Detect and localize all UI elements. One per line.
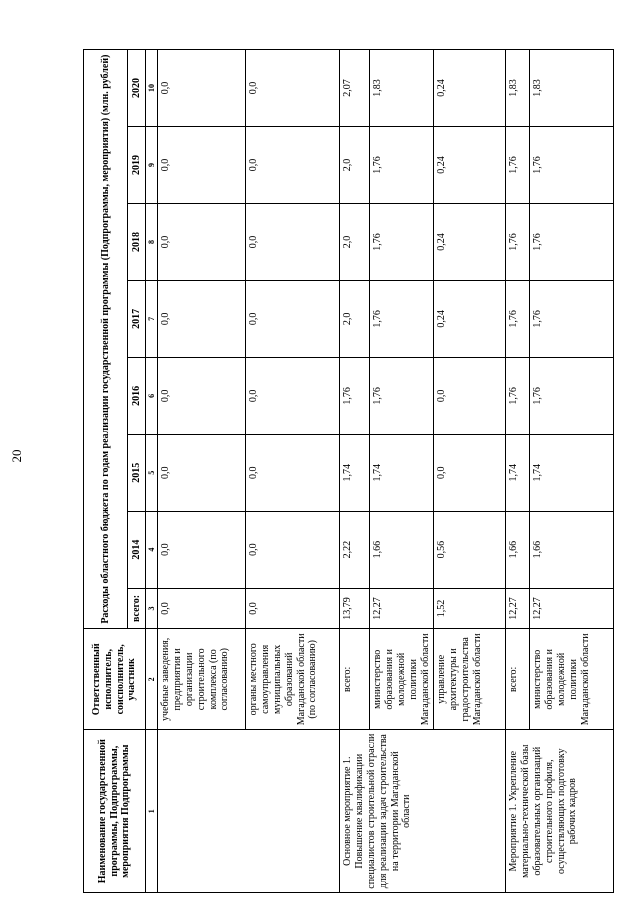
header-year: 2019 — [128, 127, 146, 204]
responsible-cell: всего: — [506, 629, 530, 730]
index-cell: 5 — [146, 434, 158, 511]
value-cell: 1,83 — [530, 50, 614, 127]
value-cell: 0,0 — [158, 127, 246, 204]
index-cell: 9 — [146, 127, 158, 204]
value-cell: 1,76 — [530, 280, 614, 357]
header-expenses: Расходы областного бюджета по годам реализации государственной программы (Подпрограммы, мероприятия) (млн. рублей) — [84, 50, 128, 629]
value-cell: 1,76 — [370, 357, 434, 434]
budget-table — [83, 49, 614, 893]
responsible-cell: управление архитектуры и градостроительства Магаданской области — [434, 629, 506, 730]
value-cell: 0,0 — [246, 588, 340, 629]
value-cell: 0,0 — [246, 127, 340, 204]
index-cell: 10 — [146, 50, 158, 127]
responsible-cell: учебные заведения, предприятия и организации строительного комплекса (по согласованию) — [158, 629, 246, 730]
value-cell: 2,22 — [340, 511, 370, 588]
value-cell: 1,76 — [530, 357, 614, 434]
value-cell: 0,0 — [246, 280, 340, 357]
value-cell: 0,0 — [158, 204, 246, 281]
program-name-cell: Мероприятие 1. Укрепление материально-технической базы образовательных организаций строительного профиля, осуществляющих подготовку рабочих кадров — [506, 730, 614, 893]
value-cell: 1,52 — [434, 588, 506, 629]
value-cell: 1,76 — [506, 204, 530, 281]
page-number-strip — [0, 0, 26, 905]
value-cell: 12,27 — [370, 588, 434, 629]
index-cell: 6 — [146, 357, 158, 434]
value-cell: 0,24 — [434, 280, 506, 357]
value-cell: 1,74 — [530, 434, 614, 511]
header-year: 2014 — [128, 511, 146, 588]
value-cell: 1,76 — [340, 357, 370, 434]
responsible-cell: министерство образования и молодежной политики Магаданской области — [370, 629, 434, 730]
header-total: всего: — [128, 588, 146, 629]
value-cell: 1,76 — [370, 127, 434, 204]
header-year: 2015 — [128, 434, 146, 511]
header-responsible: Ответственный исполнитель, соисполнитель, участник — [84, 629, 146, 730]
index-cell: 8 — [146, 204, 158, 281]
program-name-cell: Основное мероприятие 1. Повышение квалификации специалистов строительной отрасли для реализации задач строительства на территории Магаданской области — [340, 730, 506, 893]
header-year: 2017 — [128, 280, 146, 357]
responsible-cell: всего: — [340, 629, 370, 730]
value-cell: 0,0 — [158, 511, 246, 588]
value-cell: 0,24 — [434, 127, 506, 204]
header-year: 2018 — [128, 204, 146, 281]
table-row — [340, 50, 370, 893]
value-cell: 1,76 — [370, 280, 434, 357]
value-cell: 2,0 — [340, 204, 370, 281]
index-cell: 4 — [146, 511, 158, 588]
value-cell: 2,0 — [340, 127, 370, 204]
value-cell: 1,76 — [506, 280, 530, 357]
value-cell: 1,83 — [370, 50, 434, 127]
page-number: 20 — [9, 449, 24, 463]
value-cell: 13,79 — [340, 588, 370, 629]
value-cell: 1,66 — [370, 511, 434, 588]
value-cell: 0,0 — [158, 588, 246, 629]
index-cell: 2 — [146, 629, 158, 730]
value-cell: 0,0 — [246, 50, 340, 127]
value-cell: 1,66 — [506, 511, 530, 588]
value-cell: 0,24 — [434, 50, 506, 127]
header-year: 2020 — [128, 50, 146, 127]
value-cell: 1,76 — [530, 127, 614, 204]
value-cell: 0,0 — [158, 357, 246, 434]
index-row — [146, 50, 158, 893]
rotated-table-container — [83, 49, 625, 893]
value-cell: 1,66 — [530, 511, 614, 588]
value-cell: 1,76 — [370, 204, 434, 281]
value-cell: 0,56 — [434, 511, 506, 588]
index-cell: 7 — [146, 280, 158, 357]
table-row — [506, 50, 530, 893]
responsible-cell: министерство образования и молодежной политики Магаданской области — [530, 629, 614, 730]
value-cell: 1,76 — [506, 357, 530, 434]
value-cell: 0,0 — [246, 357, 340, 434]
value-cell: 0,0 — [246, 511, 340, 588]
value-cell: 0,0 — [434, 434, 506, 511]
value-cell: 1,74 — [340, 434, 370, 511]
index-cell: 1 — [146, 730, 158, 893]
value-cell: 0,24 — [434, 204, 506, 281]
value-cell: 0,0 — [246, 434, 340, 511]
program-name-cell — [158, 730, 340, 893]
value-cell: 0,0 — [434, 357, 506, 434]
value-cell: 1,76 — [506, 127, 530, 204]
index-cell: 3 — [146, 588, 158, 629]
value-cell: 0,0 — [246, 204, 340, 281]
value-cell: 2,0 — [340, 280, 370, 357]
value-cell: 12,27 — [530, 588, 614, 629]
value-cell: 0,0 — [158, 50, 246, 127]
header-name: Наименование государственной программы, Подпрограммы, мероприятия Подпрограммы — [84, 730, 146, 893]
header-year: 2016 — [128, 357, 146, 434]
responsible-cell: органы местного самоуправления муниципальных образований Магаданской области (по согласованию) — [246, 629, 340, 730]
value-cell: 1,83 — [506, 50, 530, 127]
value-cell: 0,0 — [158, 434, 246, 511]
table-row — [158, 50, 246, 893]
value-cell: 1,76 — [530, 204, 614, 281]
value-cell: 0,0 — [158, 280, 246, 357]
value-cell: 1,74 — [506, 434, 530, 511]
value-cell: 2,07 — [340, 50, 370, 127]
value-cell: 1,74 — [370, 434, 434, 511]
value-cell: 12,27 — [506, 588, 530, 629]
